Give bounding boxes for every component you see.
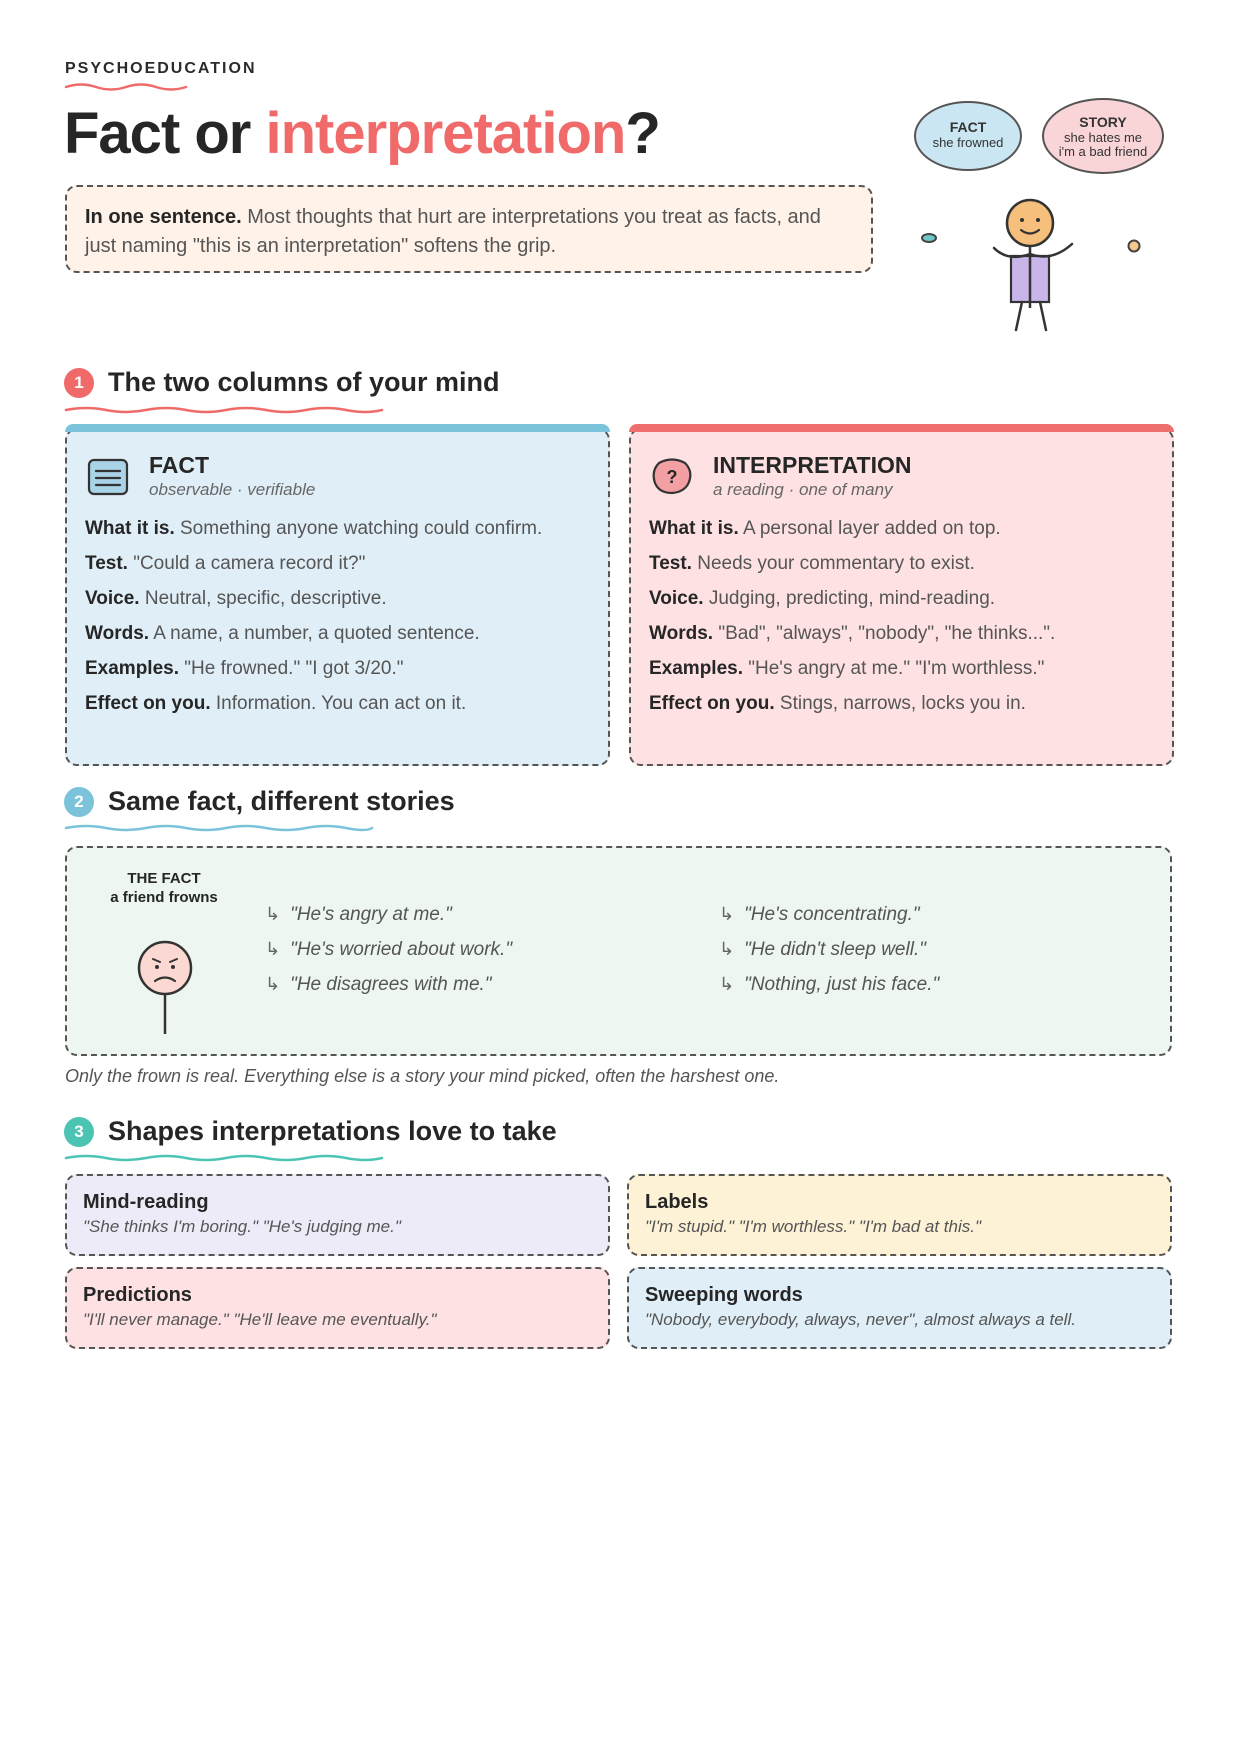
question-bubble-icon xyxy=(649,454,695,500)
section-3-number: 3 xyxy=(64,1117,94,1147)
fact-row-text: "Could a camera record it?" xyxy=(127,553,366,574)
section-2-underline xyxy=(64,823,374,833)
fact-row-label: What it is. xyxy=(85,518,175,539)
interpretation-row-text: "Bad", "always", "nobody", "he thinks...". xyxy=(713,623,1056,644)
fact-row xyxy=(85,550,590,578)
arrow-icon: ↳ xyxy=(265,904,281,924)
title-end: ? xyxy=(625,101,660,166)
interpretation-row-text: A personal layer added on top. xyxy=(738,518,1001,539)
shape-name: Mind-reading xyxy=(83,1191,209,1213)
interpretation-row-label: Words. xyxy=(649,623,714,644)
story-text: "He's worried about work." xyxy=(290,939,513,960)
fact-row xyxy=(85,655,590,683)
section-3-title: Shapes interpretations love to take xyxy=(108,1116,557,1146)
fact-row-text: "He frowned." "I got 3/20." xyxy=(179,658,404,679)
arrow-icon: ↳ xyxy=(719,904,735,924)
fact-row xyxy=(85,620,590,648)
interpretation-row xyxy=(649,515,1154,543)
fact-row-label: Words. xyxy=(85,623,150,644)
interpretation-row-label: Examples. xyxy=(649,658,743,679)
fact-column-header xyxy=(85,452,590,507)
story-bubble-line1: she hates me xyxy=(1063,130,1143,145)
fact-row-label: Test. xyxy=(85,553,128,574)
fact-row-label: Examples. xyxy=(85,658,179,679)
title-part: Fact or xyxy=(64,101,266,166)
summary-box xyxy=(65,185,873,273)
summary-text: Most thoughts that hurt are interpretations you treat as facts, and just naming "this is an interpretation" softens the grip. xyxy=(85,206,821,257)
story-bubble-line2: i'm a bad friend xyxy=(1058,144,1148,159)
story-item xyxy=(265,935,512,970)
interpretation-column-header xyxy=(649,452,1154,507)
story-item xyxy=(265,970,512,1005)
section-1-underline xyxy=(64,405,384,415)
shape-example: "Nobody, everybody, always, never", almost always a tell. xyxy=(645,1310,1076,1329)
story-text: "He's angry at me." xyxy=(290,904,452,925)
section-1-title: The two columns of your mind xyxy=(108,367,500,397)
same-fact-caption: Only the frown is real. Everything else is a story your mind picked, often the harshest one. xyxy=(65,1066,780,1086)
frowning-face-icon xyxy=(135,940,195,1036)
arrow-icon: ↳ xyxy=(719,974,735,994)
section-1-number: 1 xyxy=(64,368,94,398)
person-head xyxy=(1007,200,1053,246)
interpretation-row xyxy=(649,550,1154,578)
story-item xyxy=(265,900,512,935)
fact-row-label: Effect on you. xyxy=(85,693,211,714)
arrow-icon: ↳ xyxy=(719,939,735,959)
story-item xyxy=(719,970,939,1005)
eyebrow-underline xyxy=(64,82,189,92)
story-thought-bubble xyxy=(1042,98,1164,174)
thought-dot-right xyxy=(1129,241,1140,252)
shape-name: Predictions xyxy=(83,1284,192,1306)
fact-row-text: Neutral, specific, descriptive. xyxy=(139,588,387,609)
shape-example: "I'm stupid." "I'm worthless." "I'm bad at this." xyxy=(645,1217,981,1236)
interpretation-column-title: INTERPRETATION xyxy=(713,452,912,478)
shape-example: "I'll never manage." "He'll leave me eventually." xyxy=(83,1310,437,1329)
story-item xyxy=(719,900,939,935)
fact-bubble-title: FACT xyxy=(949,119,987,135)
the-fact-title: THE FACT xyxy=(127,870,201,887)
shape-name: Sweeping words xyxy=(645,1284,803,1306)
fact-row-text: Information. You can act on it. xyxy=(210,693,467,714)
arrow-icon: ↳ xyxy=(265,939,281,959)
section-1-heading xyxy=(64,367,500,398)
interpretation-row xyxy=(649,585,1154,613)
story-item xyxy=(719,935,939,970)
fact-row-label: Voice. xyxy=(85,588,140,609)
story-text: "He didn't sleep well." xyxy=(744,939,926,960)
fact-row xyxy=(85,515,590,543)
document-lines-icon xyxy=(85,454,131,500)
story-text: "Nothing, just his face." xyxy=(744,974,940,995)
interpretation-row xyxy=(649,620,1154,648)
shape-card-predictions xyxy=(65,1267,610,1349)
fact-bubble-text: she frowned xyxy=(932,135,1004,150)
fact-row xyxy=(85,690,590,718)
interpretation-row-label: What it is. xyxy=(649,518,739,539)
interpretation-column-subtitle: a reading · one of many xyxy=(713,480,893,499)
shape-card-mind-reading xyxy=(65,1174,610,1256)
shape-example: "She thinks I'm boring." "He's judging me." xyxy=(83,1217,401,1236)
stories-list-right xyxy=(719,900,939,1005)
shape-card-sweeping-words xyxy=(627,1267,1172,1349)
interpretation-row-label: Voice. xyxy=(649,588,704,609)
stories-list-left xyxy=(265,900,512,1005)
question-glyph: ? xyxy=(666,467,678,487)
story-text: "He's concentrating." xyxy=(744,904,920,925)
interpretation-row-text: Stings, narrows, locks you in. xyxy=(774,693,1026,714)
interpretation-row xyxy=(649,655,1154,683)
fact-row xyxy=(85,585,590,613)
interpretation-row-label: Effect on you. xyxy=(649,693,775,714)
fact-column-title: FACT xyxy=(149,452,210,478)
fact-column-card xyxy=(65,428,610,766)
fact-thought-bubble xyxy=(914,101,1022,171)
section-3-underline xyxy=(64,1153,384,1163)
fact-row-text: A name, a number, a quoted sentence. xyxy=(149,623,480,644)
eyebrow-label: PSYCHOEDUCATION xyxy=(65,60,257,77)
section-3-heading xyxy=(64,1116,557,1147)
interpretation-column-card xyxy=(629,428,1174,766)
title-accent: interpretation xyxy=(265,101,626,166)
arrow-icon: ↳ xyxy=(265,974,281,994)
section-2-title: Same fact, different stories xyxy=(108,786,455,816)
interpretation-row-text: "He's angry at me." "I'm worthless." xyxy=(743,658,1045,679)
section-2-heading xyxy=(64,786,455,817)
shape-card-labels xyxy=(627,1174,1172,1256)
interpretation-row-label: Test. xyxy=(649,553,692,574)
interpretation-row xyxy=(649,690,1154,718)
story-text: "He disagrees with me." xyxy=(290,974,492,995)
interpretation-row-text: Judging, predicting, mind-reading. xyxy=(703,588,996,609)
fact-column-subtitle: observable · verifiable xyxy=(149,480,316,499)
same-fact-box xyxy=(65,846,1172,1056)
shape-name: Labels xyxy=(645,1191,709,1213)
thought-dot-left xyxy=(922,234,936,242)
the-fact-text: a friend frowns xyxy=(110,889,218,906)
summary-lead: In one sentence. xyxy=(85,206,242,228)
interpretation-row-text: Needs your commentary to exist. xyxy=(691,553,975,574)
person-illustration xyxy=(910,190,1170,340)
the-fact-label xyxy=(99,869,229,907)
fact-row-text: Something anyone watching could confirm. xyxy=(174,518,543,539)
page-title xyxy=(64,100,660,167)
story-bubble-title: STORY xyxy=(1079,114,1127,130)
section-2-number: 2 xyxy=(64,787,94,817)
